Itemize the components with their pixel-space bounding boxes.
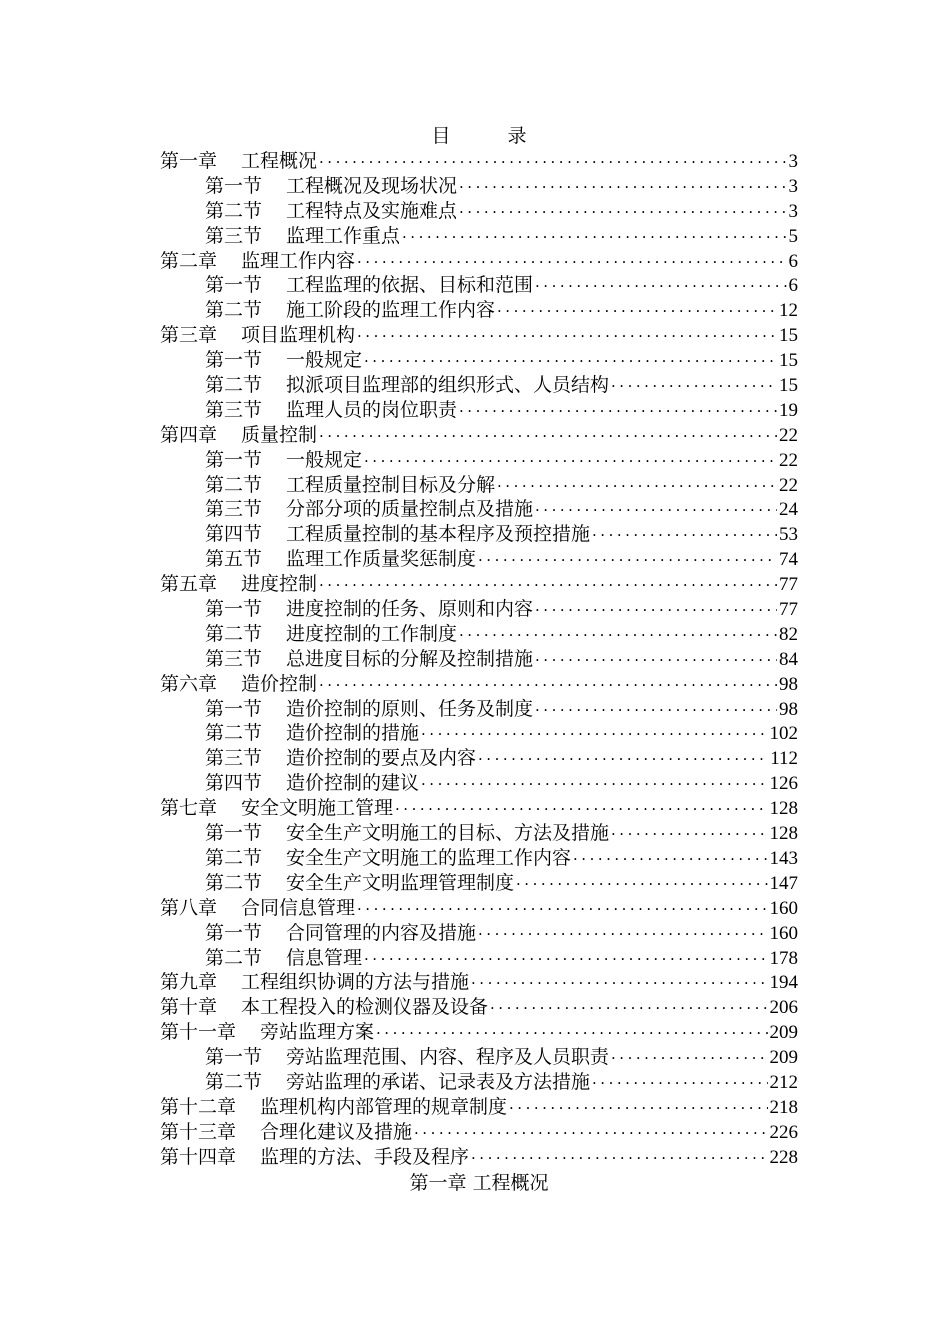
- toc-section-entry[interactable]: [160, 398, 798, 423]
- toc-entry-label: 监理工作重点: [286, 224, 401, 247]
- toc-entry-page-number: 98: [779, 698, 798, 720]
- toc-entry-label: 工程组织协调的方法与措施: [241, 971, 470, 994]
- dot-leader: [471, 971, 767, 996]
- toc-entry-number: 第一节: [205, 448, 263, 471]
- toc-entry-number: 第二节: [205, 622, 263, 645]
- toc-entry-label: 安全文明施工管理: [241, 797, 394, 820]
- toc-entry-number: 第五节: [205, 548, 263, 571]
- toc-entry-label: 一般规定: [286, 349, 363, 372]
- toc-entry-number: 第十四章: [160, 1145, 237, 1168]
- toc-entry-number: 第二节: [205, 871, 263, 894]
- dot-leader: [421, 722, 767, 747]
- toc-entry-page-number: 5: [788, 225, 798, 247]
- toc-entry-number: 第一节: [205, 921, 263, 944]
- toc-entry-page-number: 126: [769, 773, 798, 795]
- toc-section-entry[interactable]: [160, 921, 798, 946]
- toc-entry-number: 第十二章: [160, 1095, 237, 1118]
- dot-leader: [357, 250, 786, 275]
- toc-entry-number: 第十三章: [160, 1120, 237, 1143]
- toc-section-entry[interactable]: [160, 273, 798, 298]
- toc-entry-number: 第二节: [205, 946, 263, 969]
- toc-entry-number: 第一章: [160, 150, 218, 172]
- toc-entry-label: 一般规定: [286, 448, 363, 471]
- toc-entry-number: 第二节: [205, 473, 263, 496]
- toc-section-entry[interactable]: [160, 746, 798, 771]
- toc-entry-number: 第四节: [205, 772, 263, 795]
- dot-leader: [490, 996, 767, 1021]
- toc-entry-page-number: 209: [769, 1022, 798, 1044]
- toc-entry-label: 工程概况: [241, 150, 318, 172]
- toc-entry-page-number: 6: [788, 250, 798, 272]
- toc-entry-number: 第三节: [205, 747, 263, 770]
- toc-entry-label: 工程质量控制目标及分解: [286, 473, 496, 496]
- toc-entry-page-number: 84: [779, 648, 798, 670]
- toc-entry-label: 分部分项的质量控制点及措施: [286, 498, 534, 521]
- toc-entry-number: 第一节: [205, 697, 263, 720]
- dot-leader: [611, 374, 777, 399]
- dot-leader: [459, 399, 777, 424]
- toc-chapter-entry[interactable]: [160, 1120, 798, 1145]
- toc-entry-page-number: 147: [769, 872, 798, 894]
- toc-entry-label: 安全生产文明施工的目标、方法及措施: [286, 822, 610, 845]
- toc-entry-number: 第二节: [205, 299, 263, 322]
- toc-section-entry[interactable]: [160, 597, 798, 622]
- toc-entry-number: 第一节: [205, 822, 263, 845]
- dot-leader: [319, 424, 777, 449]
- toc-entry-page-number: 74: [779, 549, 798, 571]
- toc-chapter-entry[interactable]: [160, 970, 798, 995]
- toc-entry-label: 造价控制的原则、任务及制度: [286, 697, 534, 720]
- toc-entry-label: 合同信息管理: [241, 896, 356, 919]
- toc-entry-page-number: 22: [779, 424, 798, 446]
- dot-leader: [471, 1146, 767, 1171]
- toc-entry-page-number: 82: [779, 623, 798, 645]
- toc-entry-label: 施工阶段的监理工作内容: [286, 299, 496, 322]
- toc-entry-number: 第三节: [205, 498, 263, 521]
- toc-entry-number: 第六章: [160, 672, 218, 695]
- toc-section-entry[interactable]: [160, 497, 798, 522]
- toc-entry-page-number: 206: [769, 997, 798, 1019]
- toc-chapter-entry[interactable]: [160, 323, 798, 348]
- dot-leader: [516, 872, 767, 897]
- dot-leader: [573, 847, 767, 872]
- toc-entry-number: 第一节: [205, 349, 263, 372]
- toc-chapter-entry[interactable]: [160, 1095, 798, 1120]
- toc-entry-label: 质量控制: [241, 423, 318, 446]
- dot-leader: [402, 225, 786, 250]
- toc-chapter-entry[interactable]: [160, 1020, 798, 1045]
- toc-section-entry[interactable]: [160, 871, 798, 896]
- toc-entry-label: 旁站监理的承诺、记录表及方法措施: [286, 1070, 591, 1093]
- dot-leader: [459, 175, 786, 200]
- toc-chapter-entry[interactable]: [160, 995, 798, 1020]
- dot-leader: [459, 200, 786, 225]
- toc-entry-page-number: 6: [788, 275, 798, 297]
- toc-entry-label: 监理机构内部管理的规章制度: [260, 1095, 508, 1118]
- toc-section-entry[interactable]: [160, 846, 798, 871]
- toc-entry-page-number: 143: [769, 847, 798, 869]
- toc-entry-number: 第二节: [205, 374, 263, 397]
- toc-entry-label: 造价控制的措施: [286, 722, 420, 745]
- toc-entry-label: 本工程投入的检测仪器及设备: [241, 996, 489, 1019]
- toc-section-entry[interactable]: [160, 174, 798, 199]
- toc-chapter-entry[interactable]: [160, 149, 798, 174]
- toc-section-entry[interactable]: [160, 199, 798, 224]
- toc-title: 目 录: [431, 125, 527, 147]
- toc-entry-number: 第二章: [160, 249, 218, 272]
- toc-entry-page-number: 15: [779, 375, 798, 397]
- dot-leader: [421, 772, 767, 797]
- toc-entry-number: 第一节: [205, 1046, 263, 1069]
- toc-section-entry[interactable]: [160, 647, 798, 672]
- toc-list: [160, 149, 798, 1170]
- toc-entry-label: 旁站监理范围、内容、程序及人员职责: [286, 1046, 610, 1069]
- dot-leader: [478, 747, 768, 772]
- toc-section-entry[interactable]: [160, 448, 798, 473]
- dot-leader: [395, 797, 767, 822]
- toc-entry-label: 安全生产文明监理管理制度: [286, 871, 515, 894]
- dot-leader: [357, 324, 777, 349]
- toc-entry-label: 监理工作质量奖惩制度: [286, 548, 477, 571]
- toc-entry-label: 工程监理的依据、目标和范围: [286, 274, 534, 297]
- toc-section-entry[interactable]: [160, 697, 798, 722]
- toc-entry-label: 进度控制: [241, 573, 318, 596]
- dot-leader: [535, 498, 777, 523]
- dot-leader: [364, 349, 777, 374]
- toc-section-entry[interactable]: [160, 771, 798, 796]
- toc-entry-number: 第一节: [205, 598, 263, 621]
- toc-entry-number: 第三章: [160, 324, 218, 347]
- dot-leader: [364, 449, 777, 474]
- toc-entry-page-number: 19: [779, 399, 798, 421]
- toc-entry-label: 安全生产文明施工的监理工作内容: [286, 846, 572, 869]
- toc-entry-number: 第十一章: [160, 1021, 237, 1044]
- toc-entry-number: 第八章: [160, 896, 218, 919]
- toc-entry-page-number: 24: [779, 499, 798, 521]
- toc-entry-page-number: 128: [769, 798, 798, 820]
- toc-section-entry[interactable]: [160, 1070, 798, 1095]
- dot-leader: [319, 673, 777, 698]
- toc-section-entry[interactable]: [160, 622, 798, 647]
- toc-entry-page-number: 194: [769, 972, 798, 994]
- toc-entry-page-number: 3: [788, 151, 798, 172]
- toc-entry-label: 监理人员的岗位职责: [286, 398, 458, 421]
- toc-chapter-entry[interactable]: [160, 672, 798, 697]
- dot-leader: [376, 1021, 767, 1046]
- dot-leader: [478, 548, 777, 573]
- toc-chapter-entry[interactable]: [160, 1145, 798, 1170]
- toc-entry-page-number: 128: [769, 823, 798, 845]
- toc-entry-label: 监理工作内容: [241, 249, 356, 272]
- toc-entry-label: 进度控制的任务、原则和内容: [286, 598, 534, 621]
- toc-entry-label: 信息管理: [286, 946, 363, 969]
- toc-entry-page-number: 22: [779, 474, 798, 496]
- toc-section-entry[interactable]: [160, 946, 798, 971]
- toc-entry-page-number: 22: [779, 449, 798, 471]
- dot-leader: [414, 1121, 767, 1146]
- toc-entry-number: 第二节: [205, 1070, 263, 1093]
- toc-entry-number: 第二节: [205, 846, 263, 869]
- toc-entry-label: 旁站监理方案: [260, 1021, 375, 1044]
- toc-entry-page-number: 53: [779, 524, 798, 546]
- toc-entry-number: 第三节: [205, 647, 263, 670]
- dot-leader: [478, 922, 767, 947]
- toc-entry-page-number: 15: [779, 350, 798, 372]
- toc-section-entry[interactable]: [160, 721, 798, 746]
- toc-entry-page-number: 226: [769, 1121, 798, 1143]
- toc-entry-label: 拟派项目监理部的组织形式、人员结构: [286, 374, 610, 397]
- toc-entry-label: 合理化建议及措施: [260, 1120, 413, 1143]
- toc-entry-page-number: 209: [769, 1047, 798, 1069]
- toc-entry-number: 第二节: [205, 199, 263, 222]
- toc-section-entry[interactable]: [160, 1045, 798, 1070]
- toc-entry-number: 第五章: [160, 573, 218, 596]
- dot-leader: [509, 1096, 767, 1121]
- toc-entry-page-number: 12: [779, 300, 798, 322]
- toc-entry-page-number: 77: [779, 574, 798, 596]
- dot-leader: [459, 623, 777, 648]
- toc-entry-number: 第九章: [160, 971, 218, 994]
- toc-entry-page-number: 228: [769, 1146, 798, 1168]
- toc-entry-page-number: 77: [779, 599, 798, 621]
- chapter-heading: 第一章 工程概况: [409, 1172, 549, 1194]
- dot-leader: [357, 897, 767, 922]
- toc-entry-label: 总进度目标的分解及控制措施: [286, 647, 534, 670]
- toc-entry-page-number: 3: [788, 175, 798, 197]
- toc-chapter-entry[interactable]: [160, 796, 798, 821]
- toc-entry-number: 第一节: [205, 274, 263, 297]
- dot-leader: [592, 523, 777, 548]
- toc-section-entry[interactable]: [160, 298, 798, 323]
- toc-chapter-entry[interactable]: [160, 249, 798, 274]
- toc-section-entry[interactable]: [160, 473, 798, 498]
- toc-entry-number: 第一节: [205, 174, 263, 197]
- toc-entry-number: 第四章: [160, 423, 218, 446]
- toc-entry-label: 造价控制的建议: [286, 772, 420, 795]
- toc-entry-label: 工程质量控制的基本程序及预控措施: [286, 523, 591, 546]
- toc-section-entry[interactable]: [160, 348, 798, 373]
- dot-leader: [535, 598, 777, 623]
- toc-section-entry[interactable]: [160, 821, 798, 846]
- toc-entry-page-number: 178: [769, 947, 798, 969]
- toc-entry-page-number: 3: [788, 200, 798, 222]
- toc-section-entry[interactable]: [160, 373, 798, 398]
- toc-entry-label: 项目监理机构: [241, 324, 356, 347]
- toc-chapter-entry[interactable]: [160, 896, 798, 921]
- toc-entry-page-number: 212: [769, 1071, 798, 1093]
- dot-leader: [364, 947, 767, 972]
- dot-leader: [535, 274, 786, 299]
- toc-entry-page-number: 160: [769, 922, 798, 944]
- dot-leader: [319, 150, 786, 175]
- toc-entry-page-number: 102: [769, 723, 798, 745]
- toc-entry-page-number: 98: [779, 673, 798, 695]
- toc-entry-number: 第四节: [205, 523, 263, 546]
- toc-entry-page-number: 15: [779, 325, 798, 347]
- toc-chapter-entry[interactable]: [160, 423, 798, 448]
- toc-section-entry[interactable]: [160, 547, 798, 572]
- dot-leader: [497, 474, 777, 499]
- dot-leader: [611, 1046, 767, 1071]
- toc-entry-label: 工程特点及实施难点: [286, 199, 458, 222]
- toc-entry-label: 造价控制的要点及内容: [286, 747, 477, 770]
- toc-entry-label: 造价控制: [241, 672, 318, 695]
- toc-entry-page-number: 112: [770, 748, 798, 770]
- toc-entry-label: 工程概况及现场状况: [286, 174, 458, 197]
- toc-entry-number: 第三节: [205, 398, 263, 421]
- dot-leader: [497, 299, 777, 324]
- toc-entry-page-number: 160: [769, 897, 798, 919]
- dot-leader: [319, 573, 777, 598]
- dot-leader: [611, 822, 767, 847]
- dot-leader: [535, 648, 777, 673]
- toc-entry-label: 合同管理的内容及措施: [286, 921, 477, 944]
- toc-entry-number: 第三节: [205, 224, 263, 247]
- dot-leader: [535, 698, 777, 723]
- toc-section-entry[interactable]: [160, 522, 798, 547]
- toc-section-entry[interactable]: [160, 224, 798, 249]
- toc-entry-page-number: 218: [769, 1096, 798, 1118]
- toc-entry-number: 第七章: [160, 797, 218, 820]
- toc-chapter-entry[interactable]: [160, 572, 798, 597]
- toc-entry-number: 第十章: [160, 996, 218, 1019]
- dot-leader: [592, 1071, 767, 1096]
- toc-entry-number: 第二节: [205, 722, 263, 745]
- toc-entry-label: 监理的方法、手段及程序: [260, 1145, 470, 1168]
- toc-entry-label: 进度控制的工作制度: [286, 622, 458, 645]
